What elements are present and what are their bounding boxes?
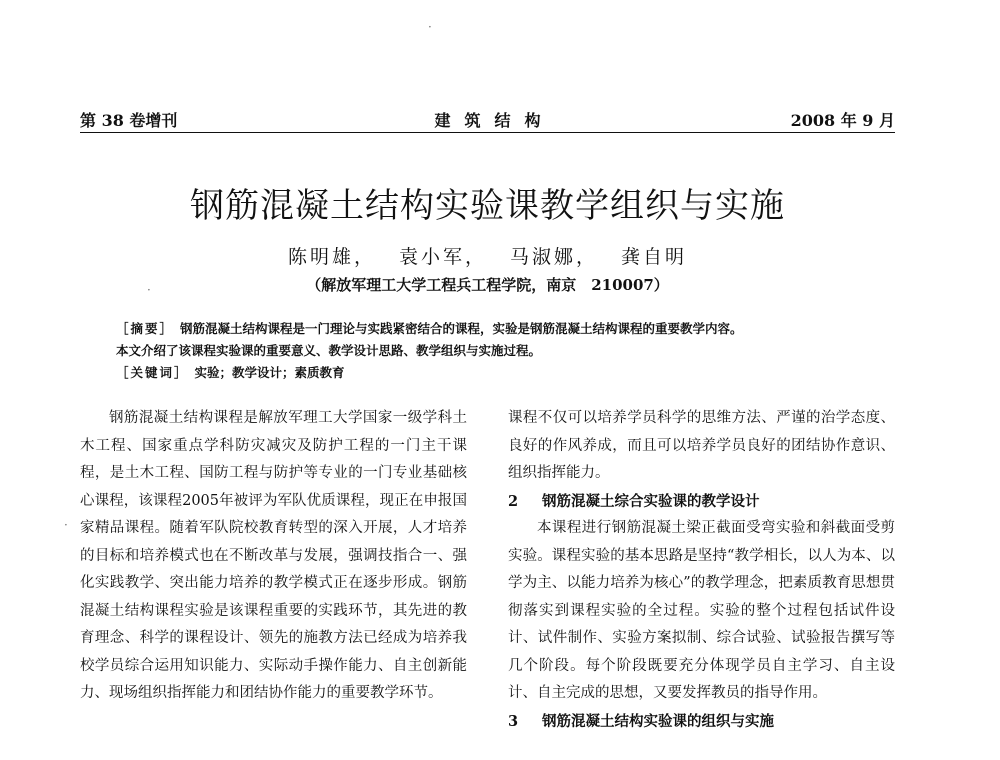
abstract-text-1: 钢筋混凝土结构课程是一门理论与实践紧密结合的课程，实验是钢筋混凝土结构课程的重要教学内容。 [180,321,743,336]
section-2-paragraph: 本课程进行钢筋混凝土梁正截面受弯实验和斜截面受剪实验。课程实验的基本思路是坚持“教学相长，以人为本、以学为主、以能力培养为核心”的教学理念，把素质教育思想贯彻落实到课程实验的全过程。实验的整个过程包括试件设计、试件制作、实验方案拟制、综合试验、试验报告撰写等几个阶段。每个阶段既要充分体现学员自主学习、自主设计、自主完成的思想，又要发挥教员的指导作用。 [508,520,895,701]
article-title: 钢筋混凝土结构实验课教学组织与实施 [190,188,785,225]
body-column-right [508,405,895,735]
section-3-title: 钢筋混凝土结构实验课的组织与实施 [542,712,774,730]
keywords-text: 实验；教学设计；素质教育 [194,365,345,380]
intro-paragraph: 钢筋混凝土结构课程是解放军理工大学国家一级学科土木工程、国家重点学科防灾减灾及防护工程的一门主干课程，是土木工程、国防工程与防护等专业的一门专业基础核心课程，该课程2005年被评为军队优质课程，现正在申报国家精品课程。随着军队院校教育转型的深入开展，人才培养的目标和培养模式也在不断改革与发展，强调技指合一、强化实践教学、突出能力培养的教学模式正在逐步形成。钢筋混凝土结构课程实验是该课程重要的实践环节，其先进的教育理念、科学的课程设计、领先的施教方法已经成为培养我校学员综合运用知识能力、实际动手操作能力、自主创新能力、现场组织指挥能力和团结协作能力的重要教学环节。 [80,410,467,701]
section-2-title: 钢筋混凝土综合实验课的教学设计 [542,492,760,510]
journal-name: 建筑结构 [434,111,555,130]
header-rule [80,132,895,133]
scan-speck: · [147,283,151,297]
running-header [80,106,895,132]
body-column-left [80,405,467,708]
affiliation: （解放军理工大学工程兵工程学院，南京 210007） [306,276,669,294]
issue-date: 2008 年 9 月 [790,111,895,130]
section-2-heading [508,488,895,516]
section-3-heading [508,708,895,736]
scan-speck: · [64,518,68,532]
abstract-label: ［摘要］ [116,321,175,336]
keywords-line [116,362,876,384]
volume-label: 第 38 卷增刊 [80,111,178,130]
abstract-line-1 [116,318,876,340]
abstract-text-2: 本文介绍了该课程实验课的重要意义、教学设计思路、教学组织与实施过程。 [116,343,542,358]
section-2-number: 2 [508,492,519,510]
continued-paragraph: 课程不仅可以培养学员科学的思维方法、严谨的治学态度、良好的作风养成，而且可以培养学员良好的团结协作意识、组织指挥能力。 [508,410,895,481]
author-list: 陈明雄， 袁小军， 马淑娜， 龚自明 [287,246,688,268]
section-3-number: 3 [508,712,519,730]
keywords-label: ［关键词］ [116,365,189,380]
scan-speck: · [428,20,432,34]
abstract-line-2 [116,340,876,362]
